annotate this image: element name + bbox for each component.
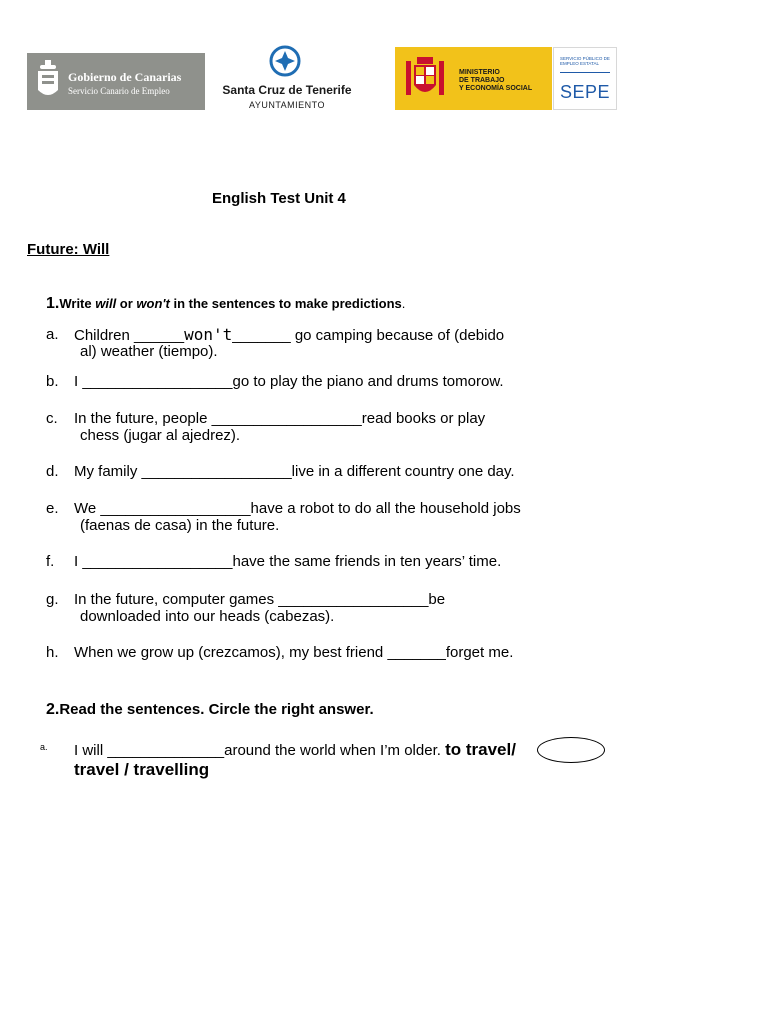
section-heading: Future: Will [27,241,110,258]
question-2-item-label: a. [40,742,48,752]
page-title: English Test Unit 4 [212,190,346,207]
item-text[interactable]: In the future, people __________________read books or play [74,410,486,427]
ministerio-line-2: DE TRABAJO [459,77,505,84]
canarias-logo-title: Gobierno de Canarias [68,70,182,84]
answer-circle[interactable] [537,737,605,763]
item-text[interactable]: When we grow up (crezcamos), my best friend _______forget me. [74,644,514,661]
question-1-number: 1. [46,295,60,312]
item-continuation: downloaded into our heads (cabezas). [80,608,335,625]
ministerio-trabajo-logo [395,47,552,110]
question-1-instruction: 1.Write will or won't in the sentences to make predictions. [46,295,406,312]
ministerio-line-1: MINISTERIO [459,69,500,76]
answer-options-continued[interactable]: travel / travelling [74,760,210,779]
sepe-divider [560,72,610,73]
sepe-logo [553,47,617,110]
question-2-number: 2. [46,701,60,718]
item-text[interactable]: In the future, computer games __________________be [74,591,446,608]
question-2-instruction: 2.Read the sentences. Circle the right answer. [46,701,374,718]
sepe-small-text: SERVICIO PÚBLICO DE EMPLEO ESTATAL [560,56,610,66]
item-label: h. [46,644,59,661]
item-continuation: chess (jugar al ajedrez). [80,427,241,444]
item-text[interactable]: My family __________________live in a different country one day. [74,463,515,480]
item-text[interactable]: I __________________have the same friends in ten years’ time. [74,553,502,570]
item-label: d. [46,463,59,480]
item-text[interactable]: I __________________go to play the piano and drums tomorow. [74,373,504,390]
santa-cruz-logo-title: Santa Cruz de Tenerife [222,83,352,97]
item-continuation: (faenas de casa) in the future. [80,517,280,534]
spain-coat-of-arms-icon [402,55,448,103]
handwritten-answer[interactable]: won't [184,325,233,344]
item-label: c. [46,410,58,427]
item-continuation: al) weather (tiempo). [80,343,218,360]
item-text: Children ______won't_______ go camping because of (debido [74,325,505,344]
gobierno-canarias-logo [27,53,205,110]
santa-cruz-cross-icon [269,45,301,77]
answer-option-to-travel[interactable]: to travel/ [445,740,516,759]
item-text[interactable]: We __________________have a robot to do all the household jobs [74,500,521,517]
item-label: e. [46,500,59,517]
item-label: b. [46,373,59,390]
ministerio-line-3: Y ECONOMÍA SOCIAL [459,85,533,92]
canarias-logo-subtitle: Servicio Canario de Empleo [68,86,170,96]
ministerio-logo-text [459,69,532,93]
santa-cruz-logo [222,45,352,113]
item-label: g. [46,591,59,608]
item-label: f. [46,553,55,570]
item-label: a. [46,326,59,343]
canarias-shield-icon [36,60,60,102]
sepe-big-text: SEPE [560,82,611,102]
question-2-item-text: I will ______________around the world when I’m older. to travel/ [74,740,516,759]
santa-cruz-logo-subtitle: AYUNTAMIENTO [248,100,325,110]
